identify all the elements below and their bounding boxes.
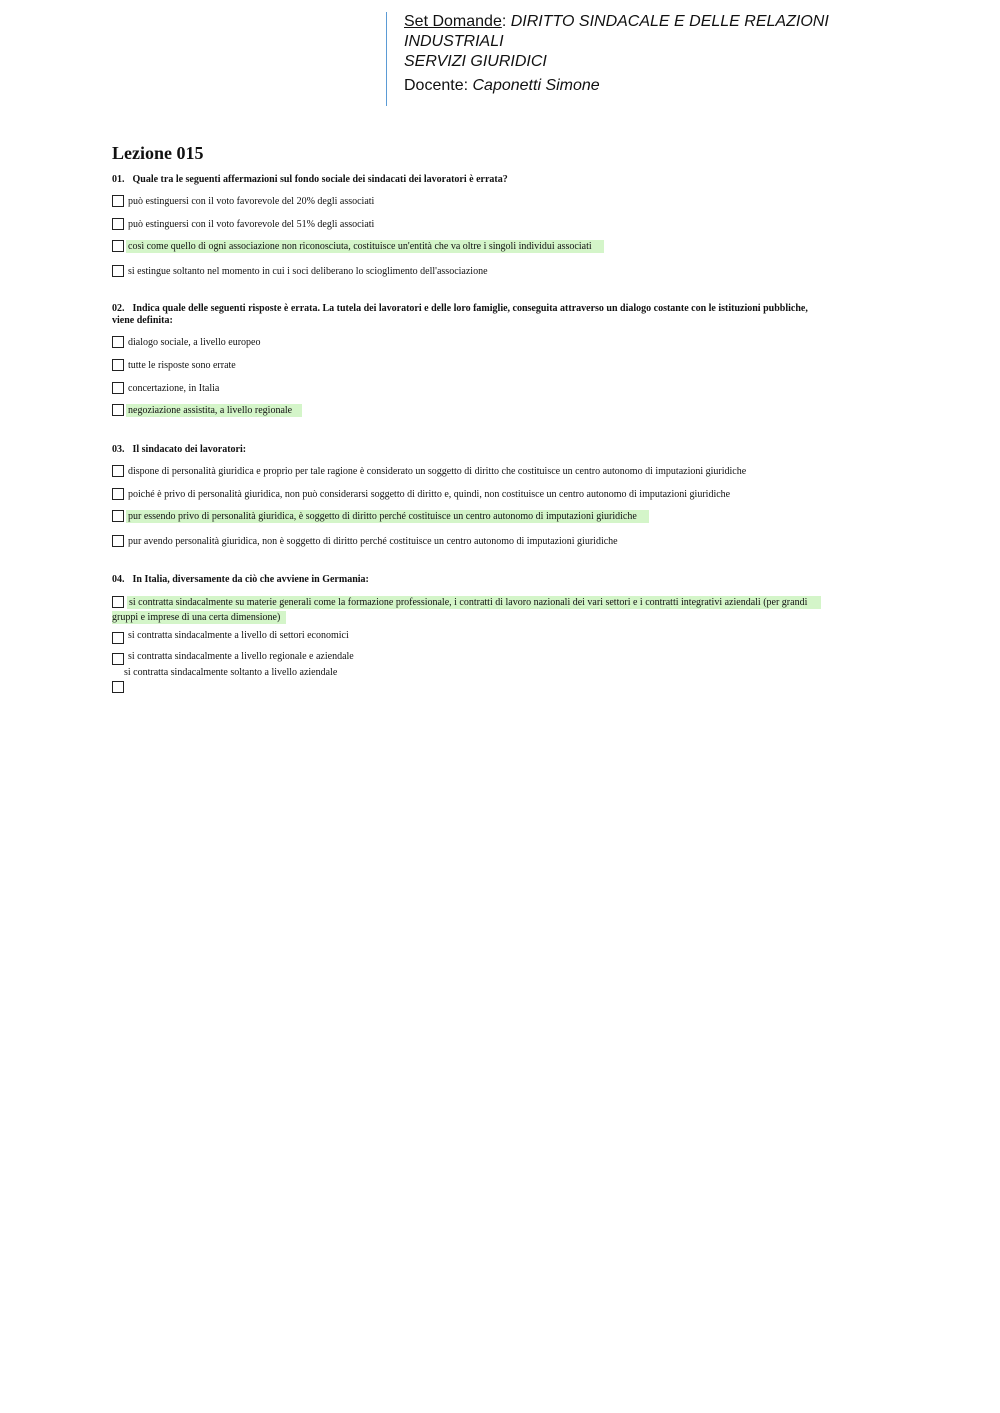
option-text: concertazione, in Italia [128,383,220,394]
question-02 [112,303,832,327]
question-text: In Italia, diversamente da ciò che avviene in Germania: [132,574,369,585]
option-text: pur avendo personalità giuridica, non è soggetto di diritto perché costituisce un centro autonomo di imputazioni giuridiche [128,536,618,547]
option-text: si estingue soltanto nel momento in cui i soci deliberano lo scioglimento dell'associazione [128,266,488,277]
checkbox[interactable] [112,404,124,416]
checkbox[interactable] [112,336,124,348]
option-text: si contratta sindacalmente soltanto a livello aziendale [124,667,338,678]
option-1-c-correct[interactable] [112,240,604,254]
option-text-highlighted: così come quello di ogni associazione non riconosciuta, costituisce un'entità che va oltre i singoli individui associati [126,240,604,253]
option-text: può estinguersi con il voto favorevole del 51% degli associati [128,219,375,230]
checkbox[interactable] [112,488,124,500]
option-4-a-correct[interactable] [112,595,882,625]
teacher-name: Caponetti Simone [472,77,600,94]
question-text: Il sindacato dei lavoratori: [132,444,247,455]
option-1-d[interactable] [112,265,490,279]
checkbox[interactable] [112,465,124,477]
checkbox[interactable] [112,632,124,644]
question-03 [112,444,832,456]
option-3-d[interactable] [112,535,620,549]
question-04 [112,574,832,586]
question-number: 02. [112,303,125,314]
checkbox[interactable] [112,218,124,230]
option-3-c-correct[interactable] [112,510,649,524]
option-text: dialogo sociale, a livello europeo [128,337,261,348]
question-number: 01. [112,174,125,185]
option-text: si contratta sindacalmente a livello di settori economici [128,630,349,641]
checkbox[interactable] [112,382,124,394]
option-text-highlighted: si contratta sindacalmente su materie generali come la formazione professionale, i contratti di lavoro nazionali dei vari settori e i contratti integrativi aziendali (per grandi [127,596,821,609]
question-number: 03. [112,444,125,455]
teacher-line [404,76,866,96]
checkbox[interactable] [112,195,124,207]
question-text: Indica quale delle seguenti risposte è errata. La tutela dei lavoratori e delle loro famiglie, conseguita attraverso un dialogo costante con le istituzioni pubbliche, viene definita: [112,303,808,326]
checkbox[interactable] [112,681,124,693]
teacher-label: Docente: [404,77,469,94]
set-title: DIRITTO SINDACALE E DELLE RELAZIONI [510,13,829,30]
set-title-continued: INDUSTRIALI [404,33,504,50]
option-text: dispone di personalità giuridica e proprio per tale ragione è considerato un soggetto di diritto che costituisce un centro autonomo di imputazioni giuridiche [128,466,747,477]
set-separator: : [501,13,507,30]
option-4-b[interactable] [112,629,351,643]
option-2-c[interactable] [112,382,221,396]
option-text: si contratta sindacalmente a livello regionale e aziendale [128,651,354,662]
option-2-a[interactable] [112,336,262,350]
option-3-b[interactable] [112,488,732,502]
lesson-title: Lezione 015 [112,143,204,163]
option-text-highlighted: negoziazione assistita, a livello regionale [126,404,302,417]
option-2-b[interactable] [112,359,238,373]
checkbox[interactable] [112,359,124,371]
option-1-b[interactable] [112,218,376,232]
option-text: poiché è privo di personalità giuridica, non può considerarsi soggetto di diritto e, quindi, non costituisce un centro autonomo di imputazioni giuridiche [128,489,731,500]
checkbox[interactable] [112,653,124,665]
question-01 [112,174,832,186]
option-4-d[interactable] [112,667,343,684]
option-1-a[interactable] [112,195,376,209]
question-number: 04. [112,574,125,585]
checkbox[interactable] [112,596,124,608]
option-4-c[interactable] [112,650,356,664]
option-text: tutte le risposte sono errate [128,360,236,371]
option-3-a[interactable] [112,465,748,479]
option-2-d-correct[interactable] [112,404,302,418]
set-label: Set Domande [404,13,502,30]
subject: SERVIZI GIURIDICI [404,53,547,70]
question-text: Quale tra le seguenti affermazioni sul fondo sociale dei sindacati dei lavoratori è errata? [132,174,508,185]
option-text-highlighted-continued: gruppi e imprese di una certa dimensione) [112,611,286,624]
checkbox[interactable] [112,240,124,252]
set-title-line [404,12,866,32]
option-text-highlighted: pur essendo privo di personalità giuridica, è soggetto di diritto perché costituisce un centro autonomo di imputazioni giuridiche [126,510,649,523]
checkbox[interactable] [112,535,124,547]
option-text: può estinguersi con il voto favorevole del 20% degli associati [128,196,375,207]
checkbox[interactable] [112,510,124,522]
checkbox[interactable] [112,265,124,277]
document-header [386,12,866,106]
